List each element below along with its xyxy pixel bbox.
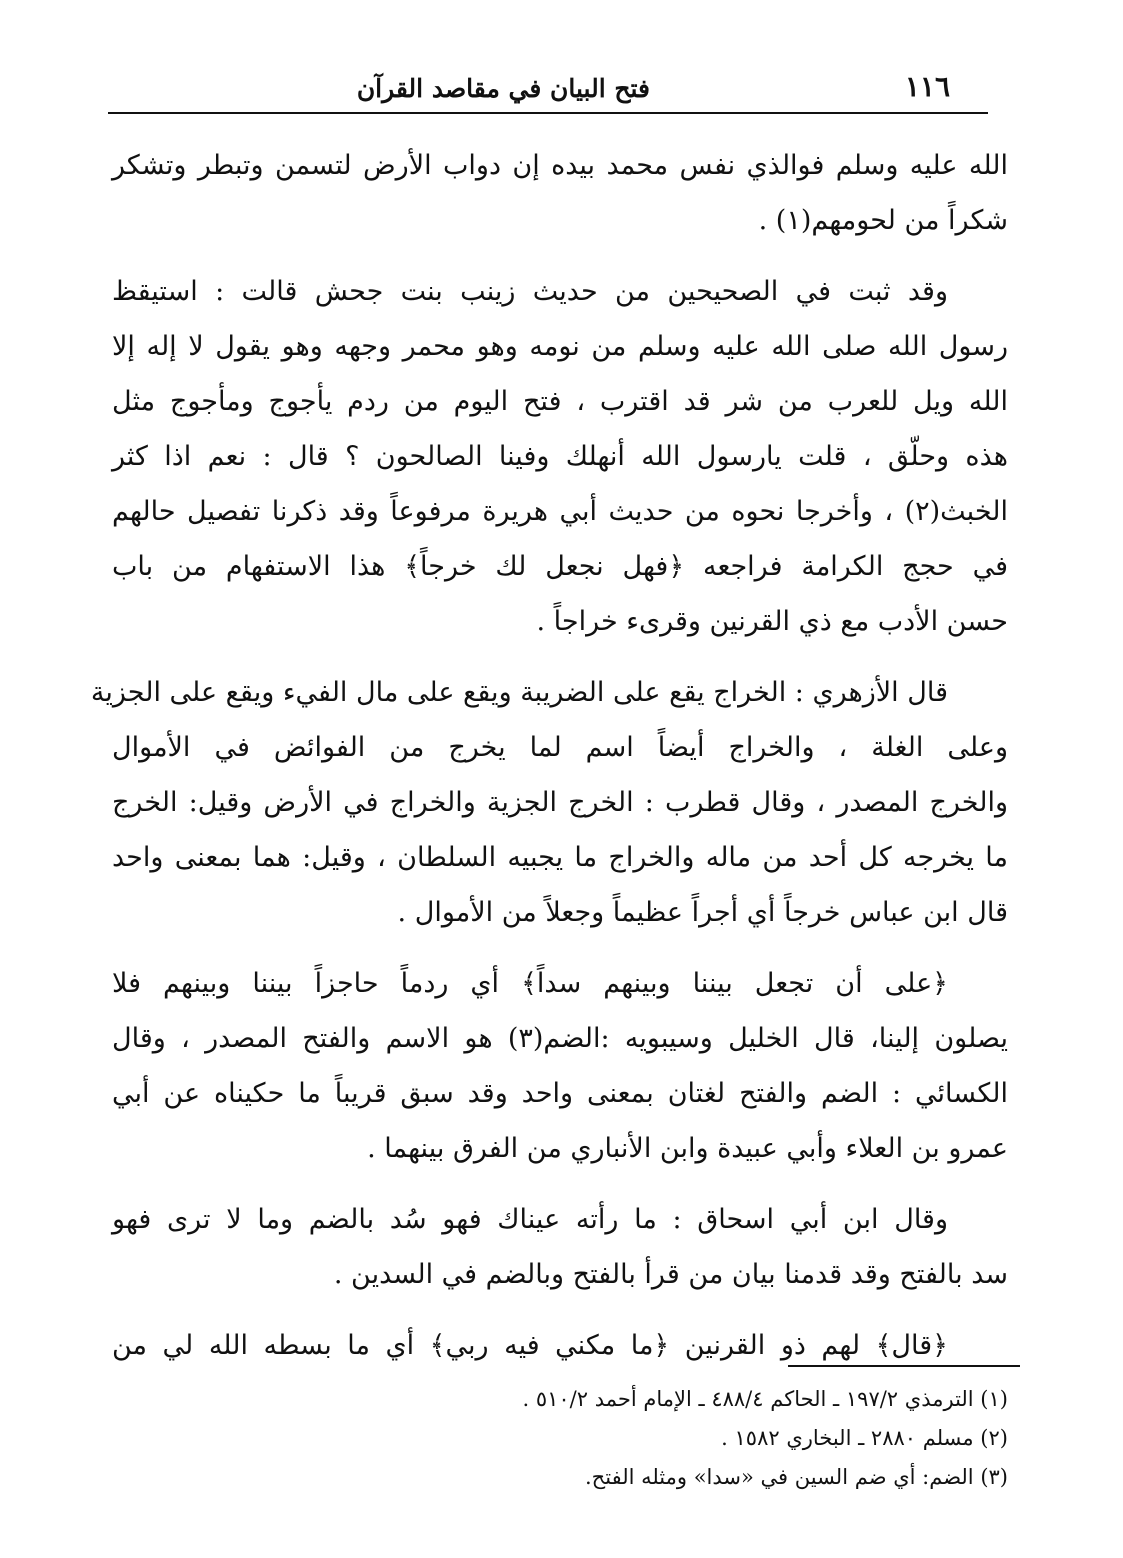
- text-line: والخرج المصدر ، وقال قطرب : الخرج الجزية والخراج في الأرض وقيل: الخرج: [112, 787, 1008, 818]
- text-line: وقال ابن أبي اسحاق : ما رأته عيناك فهو سُد بالضم وما لا ترى فهو: [112, 1204, 948, 1235]
- page-number: ١١٦: [904, 70, 950, 103]
- text-line: وقد ثبت في الصحيحين من حديث زينب بنت جحش قالت : استيقظ: [112, 276, 948, 307]
- text-line: ﴿على أن تجعل بيننا وبينهم سداً﴾ أي ردماً حاجزاً بيننا وبينهم فلا: [112, 968, 948, 999]
- text-line: عمرو بن العلاء وأبي عبيدة وابن الأنباري من الفرق بينهما .: [367, 1133, 1008, 1164]
- paragraph: [112, 1192, 1008, 1302]
- text-line: شكراً من لحومهم(١) .: [758, 205, 1008, 236]
- paragraph: [112, 138, 1008, 248]
- text-line: قال ابن عباس خرجاً أي أجراً عظيماً وجعلاً من الأموال .: [397, 897, 1008, 928]
- text-line: الله عليه وسلم فوالذي نفس محمد بيده إن دواب الأرض لتسمن وتبطر وتشكر: [112, 150, 1008, 181]
- text-line: هذه وحلّق ، قلت يارسول الله أنهلك وفينا الصالحون ؟ قال : نعم اذا كثر: [112, 441, 1008, 472]
- running-header: [108, 62, 988, 114]
- text-line: في حجج الكرامة فراجعه ﴿فهل نجعل لك خرجاً﴾ هذا الاستفهام من باب: [112, 551, 1008, 582]
- paragraph: [112, 956, 1008, 1176]
- book-title: فتح البيان في مقاصد القرآن: [356, 74, 650, 103]
- text-line: سد بالفتح وقد قدمنا بيان من قرأ بالفتح وبالضم في السدين .: [333, 1259, 1008, 1290]
- paragraph: [112, 264, 1008, 649]
- text-line: رسول الله صلى الله عليه وسلم من نومه وهو محمر وجهه وهو يقول لا إله إلا: [112, 331, 1008, 362]
- footnote: (٢) مسلم ٢٨٨٠ ـ البخاري ١٥٨٢ .: [721, 1426, 1008, 1450]
- footnote: (٣) الضم: أي ضم السين في «سدا» ومثله الفتح.: [585, 1465, 1008, 1489]
- text-line: قال الأزهري : الخراج يقع على الضريبة ويقع على مال الفيء ويقع على الجزية: [90, 677, 948, 708]
- text-line: الكسائي : الضم والفتح لغتان بمعنى واحد وقد سبق قريباً ما حكيناه عن أبي: [112, 1078, 1008, 1109]
- footnotes: [128, 1380, 1008, 1497]
- text-line: الخبث(٢) ، وأخرجا نحوه من حديث أبي هريرة مرفوعاً وقد ذكرنا تفصيل حالهم: [112, 496, 1008, 527]
- text-line: وعلى الغلة ، والخراج أيضاً اسم لما يخرج من الفوائض في الأموال: [112, 732, 1008, 763]
- paragraph: [90, 665, 1008, 940]
- text-line: ﴿قال﴾ لهم ذو القرنين ﴿ما مكني فيه ربي﴾ أي ما بسطه الله لي من: [112, 1330, 948, 1361]
- footnote-divider: [788, 1365, 1020, 1367]
- footnote: (١) الترمذي ١٩٧/٢ ـ الحاكم ٤٨٨/٤ ـ الإمام أحمد ٥١٠/٢ .: [522, 1387, 1008, 1411]
- main-text: [90, 138, 1008, 1389]
- text-line: حسن الأدب مع ذي القرنين وقرىء خراجاً .: [536, 606, 1008, 637]
- text-line: يصلون إلينا، قال الخليل وسيبويه :الضم(٣) هو الاسم والفتح المصدر ، وقال: [112, 1023, 1008, 1054]
- text-line: ما يخرجه كل أحد من ماله والخراج ما يجبيه السلطان ، وقيل: هما بمعنى واحد: [112, 842, 1008, 873]
- text-line: الله ويل للعرب من شر قد اقترب ، فتح اليوم من ردم يأجوج ومأجوج مثل: [112, 386, 1008, 417]
